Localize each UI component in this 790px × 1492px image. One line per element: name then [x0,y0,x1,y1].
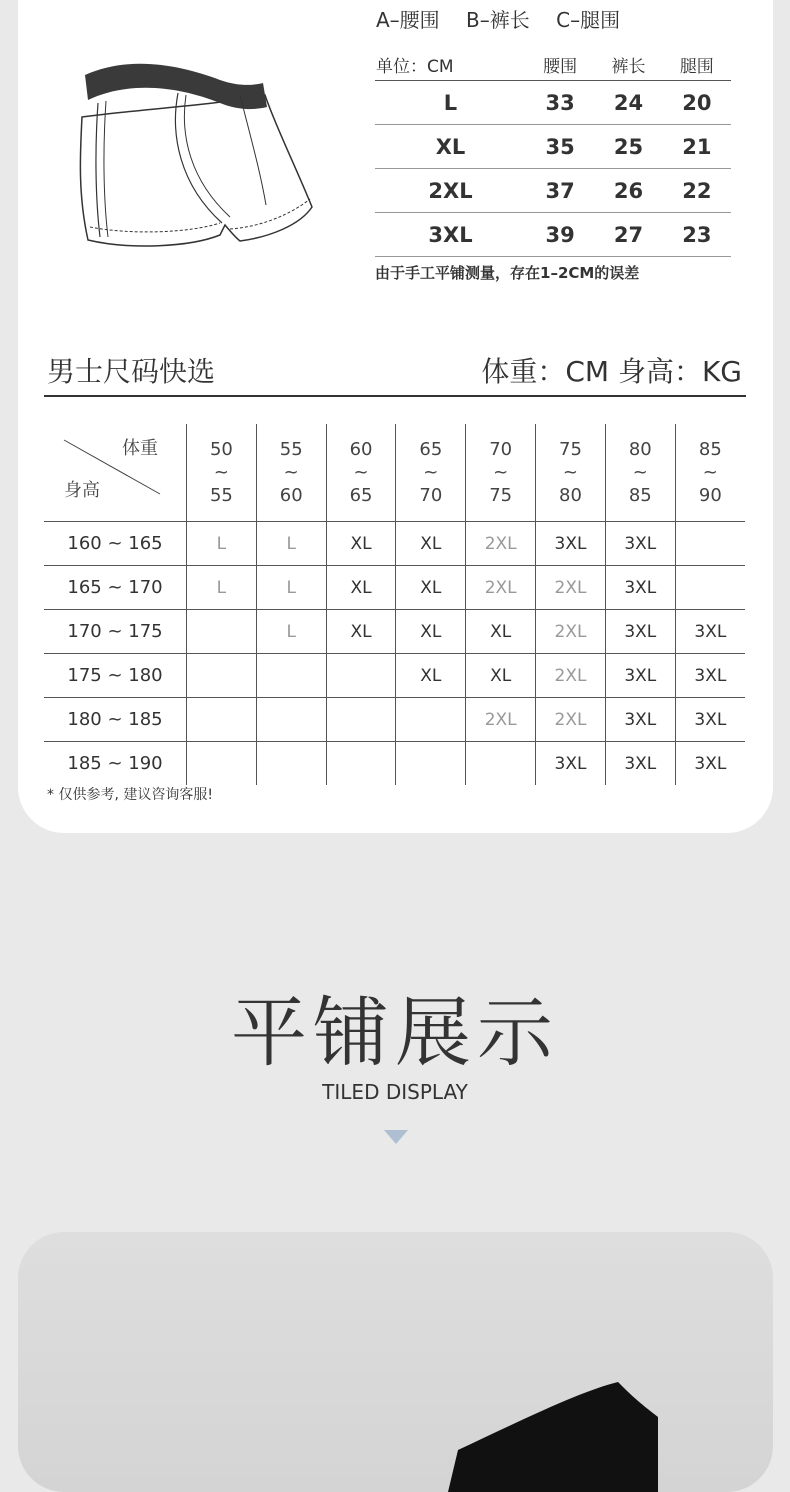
quick-select-title: 男士尺码快选 [47,355,216,388]
size-recommendation-cell: 3XL [605,610,675,654]
briefs-photo-shape [18,1232,773,1492]
leg-cell: 20 [663,81,731,125]
size-recommendation-cell: 2XL [536,566,606,610]
weight-sep: ~ [493,462,509,483]
weight-sep: ~ [213,462,229,483]
table-row [375,213,731,257]
weight-from: 65 [419,439,443,460]
length-header: 裤长 [594,48,662,81]
table-row [44,742,745,786]
table-row [375,169,731,213]
measure-legend [376,4,640,33]
weight-sep: ~ [632,462,648,483]
size-recommendation-cell: 3XL [536,522,606,566]
size-recommendation-cell [396,742,466,786]
size-recommendation-cell: XL [326,610,396,654]
size-recommendation-cell: 3XL [675,654,745,698]
size-recommendation-cell [187,698,257,742]
waist-cell: 39 [526,213,594,257]
size-recommendation-cell [326,654,396,698]
length-cell: 26 [594,169,662,213]
down-arrow-icon [384,1130,408,1146]
height-range-cell: 165 ~ 170 [44,566,187,610]
size-recommendation-cell: 3XL [605,698,675,742]
weight-sep: ~ [353,462,369,483]
measurement-table [375,48,731,257]
weight-to: 90 [698,485,722,506]
size-recommendation-cell: 2XL [466,522,536,566]
size-recommendation-cell [187,610,257,654]
size-cell: 3XL [375,213,526,257]
leg-header: 腿围 [663,48,731,81]
waist-header: 腰围 [526,48,594,81]
weight-to: 80 [559,485,582,506]
size-chart-table [44,424,745,785]
size-recommendation-cell [675,566,745,610]
weight-from: 55 [279,439,303,460]
height-range-cell: 185 ~ 190 [67,753,163,774]
size-recommendation-cell [396,698,466,742]
size-recommendation-cell: XL [396,566,466,610]
leg-cell: 23 [663,213,731,257]
legend-c: C–腿围 [556,8,621,32]
size-recommendation-cell: 3XL [675,742,745,786]
height-range-cell: 160 ~ 165 [44,522,187,566]
size-recommendation-cell: 3XL [605,522,675,566]
height-range-cell: 175 ~ 180 [44,654,187,698]
size-recommendation-cell: 2XL [536,698,606,742]
waist-cell: 37 [526,169,594,213]
weight-from: 50 [209,439,233,460]
leg-cell: 22 [663,169,731,213]
weight-column-header [466,424,536,522]
waist-cell: 35 [526,125,594,169]
weight-to: 55 [209,485,233,506]
size-recommendation-cell [675,522,745,566]
weight-from: 80 [628,439,652,460]
weight-to: 65 [349,485,373,506]
weight-sep: ~ [423,462,439,483]
size-recommendation-cell: 3XL [605,654,675,698]
size-cell: L [375,81,526,125]
size-recommendation-cell: XL [326,566,396,610]
size-recommendation-cell: XL [466,654,536,698]
weight-to: 85 [628,485,652,506]
weight-to: 60 [279,485,303,506]
size-recommendation-cell: L [187,566,257,610]
size-recommendation-cell [326,742,396,786]
size-cell: XL [375,125,526,169]
size-recommendation-cell: 3XL [675,698,745,742]
leg-cell: 21 [663,125,731,169]
table-corner [44,424,187,522]
waist-cell: 33 [526,81,594,125]
table-row [44,654,745,698]
weight-from: 75 [559,439,582,460]
size-recommendation-cell: XL [396,654,466,698]
weight-sep: ~ [702,462,718,483]
size-recommendation-cell: XL [396,610,466,654]
size-cell: 2XL [375,169,526,213]
table-row [44,610,745,654]
size-recommendation-cell: 2XL [466,698,536,742]
size-recommendation-cell: XL [326,522,396,566]
legend-a: A–腰围 [376,8,440,32]
table-row [375,81,731,125]
size-recommendation-cell [256,654,326,698]
tiled-display-subtitle: TILED DISPLAY [322,1080,468,1104]
weight-column-header [675,424,745,522]
weight-column-header [396,424,466,522]
size-recommendation-cell: 2XL [536,654,606,698]
weight-column-header [536,424,606,522]
size-recommendation-cell: L [256,522,326,566]
weight-sep: ~ [562,462,579,483]
section-divider [44,395,746,397]
size-chart-note: * 仅供参考, 建议咨询客服! [47,787,213,803]
table-row [44,522,745,566]
unit-header: 单位：CM [375,48,526,81]
table-row [44,566,745,610]
weight-column-header [256,424,326,522]
weight-label: 体重 [122,438,158,459]
table-row [44,698,745,742]
length-cell: 27 [594,213,662,257]
length-cell: 25 [594,125,662,169]
size-recommendation-cell: 3XL [675,610,745,654]
length-cell: 24 [594,81,662,125]
height-range-cell: 170 ~ 175 [44,610,187,654]
tiled-display-title: 平铺展示 [231,988,559,1077]
size-recommendation-cell: XL [396,522,466,566]
weight-sep: ~ [283,462,299,483]
size-recommendation-cell: 3XL [605,742,675,786]
weight-column-header [605,424,675,522]
size-recommendation-cell: 3XL [536,742,606,786]
weight-from: 85 [698,439,722,460]
size-recommendation-cell: XL [466,610,536,654]
height-label: 身高 [64,480,100,501]
legend-b: B–裤长 [466,8,530,32]
quick-select-units: 体重：CM 身高：KG [481,355,742,388]
size-recommendation-cell: L [256,610,326,654]
product-photo [18,1232,773,1492]
size-recommendation-cell [466,742,536,786]
size-recommendation-cell: 2XL [466,566,536,610]
size-recommendation-cell: 3XL [605,566,675,610]
size-recommendation-cell: L [187,522,257,566]
weight-to: 70 [419,485,443,506]
height-range-cell: 180 ~ 185 [44,698,187,742]
weight-to: 75 [489,485,513,506]
size-recommendation-cell [187,742,257,786]
size-recommendation-cell [256,698,326,742]
table-row [375,125,731,169]
size-recommendation-cell [187,654,257,698]
size-recommendation-cell: 2XL [536,610,606,654]
size-recommendation-cell [326,698,396,742]
weight-from: 70 [489,439,513,460]
weight-from: 60 [349,439,373,460]
size-recommendation-cell [256,742,326,786]
weight-column-header [326,424,396,522]
measure-note: 由于手工平铺测量，存在1–2CM的误差 [375,264,640,282]
boxer-briefs-illustration [70,55,320,255]
size-recommendation-cell: L [256,566,326,610]
